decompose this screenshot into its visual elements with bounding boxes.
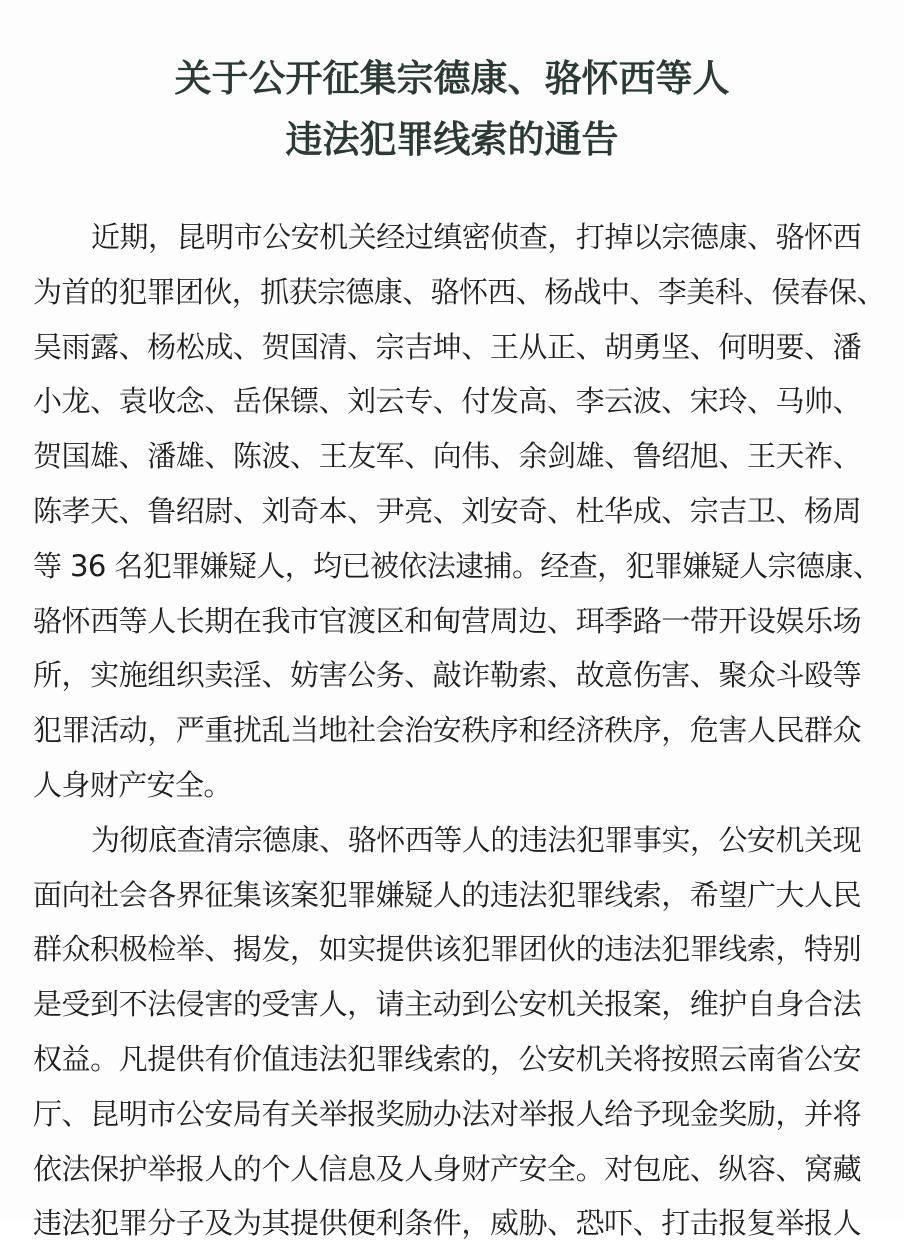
document-body	[33, 210, 886, 1251]
text-line: 骆怀西等人长期在我市官渡区和甸营周边、珥季路一带开设娱乐场	[33, 603, 861, 638]
text-line: 为彻底查清宗德康、骆怀西等人的违法犯罪事实，公安机关现	[91, 822, 861, 857]
text-line: 群众积极检举、揭发，如实提供该犯罪团伙的违法犯罪线索，特别	[33, 932, 861, 967]
text-line: 厅、昆明市公安局有关举报奖励办法对举报人给予现金奖励，并将	[33, 1096, 861, 1131]
text-line: 人身财产安全。	[33, 767, 232, 802]
paragraph-2	[33, 813, 861, 1251]
text-line: 所，实施组织卖淫、妨害公务、敲诈勒索、故意伤害、聚众斗殴等	[33, 658, 861, 693]
text-line: 面向社会各界征集该案犯罪嫌疑人的违法犯罪线索，希望广大人民	[33, 877, 861, 912]
text-line: 贺国雄、潘雄、陈波、王友军、向伟、余剑雄、鲁绍旭、王天祚、	[33, 439, 861, 474]
text-line: 陈孝天、鲁绍尉、刘奇本、尹亮、刘安奇、杜华成、宗吉卫、杨周	[33, 493, 861, 528]
text-line: 权益。凡提供有价值违法犯罪线索的，公安机关将按照云南省公安	[33, 1041, 861, 1076]
text-line: 吴雨露、杨松成、贺国清、宗吉坤、王从正、胡勇坚、何明要、潘	[33, 329, 861, 364]
document-title	[0, 48, 904, 170]
paragraph-1	[33, 210, 886, 813]
text-line: 小龙、袁收念、岳保镖、刘云专、付发高、李云波、宋玲、马帅、	[33, 384, 861, 419]
text-line: 依法保护举报人的个人信息及人身财产安全。对包庇、纵容、窝藏	[33, 1151, 861, 1186]
text-line: 为首的犯罪团伙，抓获宗德康、骆怀西、杨战中、李美科、侯春保、	[33, 274, 886, 309]
text-line: 犯罪活动，严重扰乱当地社会治安秩序和经济秩序，危害人民群众	[33, 713, 861, 748]
title-line-2: 违法犯罪线索的通告	[285, 117, 619, 161]
text-line: 违法犯罪分子及为其提供便利条件，威胁、恐吓、打击报复举报人	[33, 1206, 861, 1241]
title-line-1: 关于公开征集宗德康、骆怀西等人	[174, 56, 730, 100]
text-line: 等 36 名犯罪嫌疑人，均已被依法逮捕。经查，犯罪嫌疑人宗德康、	[33, 548, 882, 583]
text-line: 是受到不法侵害的受害人，请主动到公安机关报案，维护自身合法	[33, 987, 861, 1022]
text-line: 近期，昆明市公安机关经过缜密侦查，打掉以宗德康、骆怀西	[91, 220, 861, 254]
